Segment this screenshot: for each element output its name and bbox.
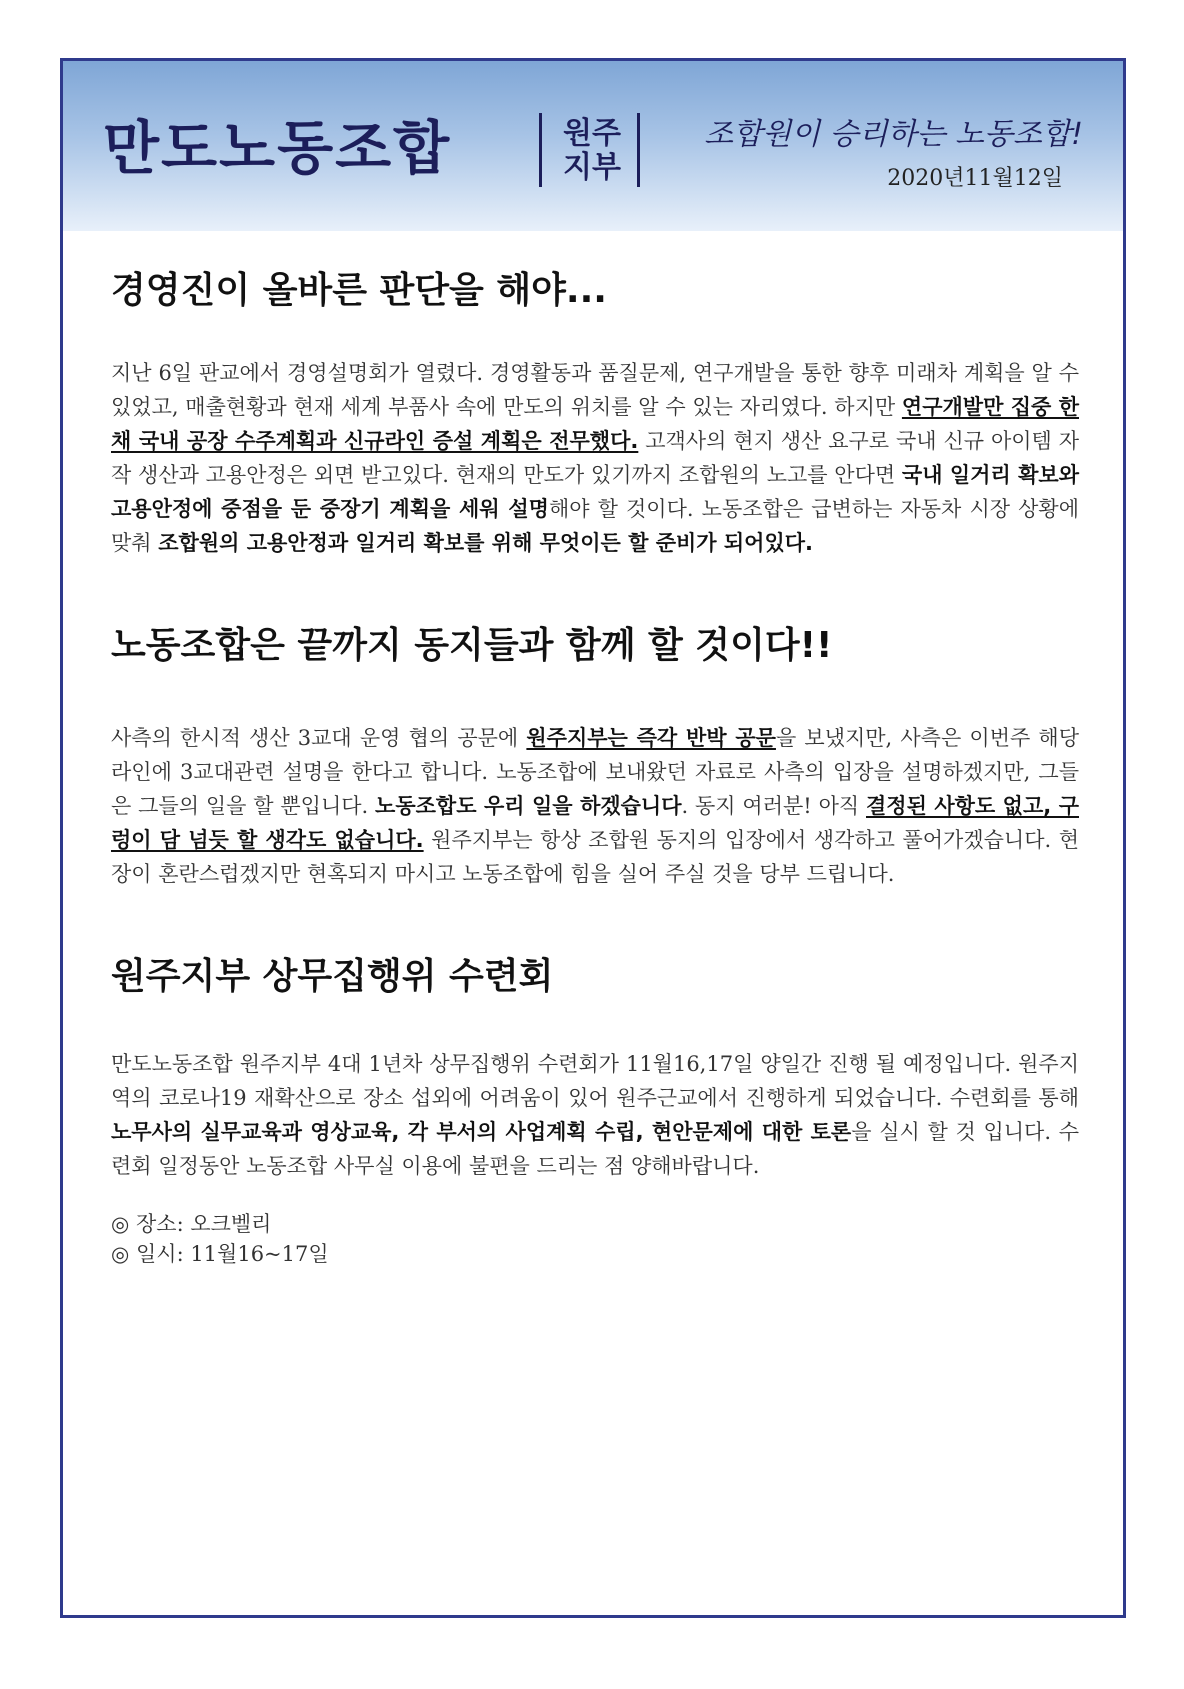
s1-bold-3: 조합원의 고용안정과 일거리 확보를 위해 무엇이든 할 준비가 되어있다. bbox=[158, 531, 814, 556]
event-date: ◎ 일시: 11월16~17일 bbox=[111, 1241, 329, 1266]
s1-text-2: 고객사의 현지 생산 요구로 국내 신규 아이템 자작 생산과 고용안정은 외면 받고있다. 현재의 만도가 있기까지 조합원의 노고를 안다면 bbox=[111, 429, 1079, 488]
section3-title: 원주지부 상무집행위 수련회 bbox=[111, 956, 554, 998]
s2-text-1: 사측의 한시적 생산 3교대 운영 협의 공문에 bbox=[111, 726, 527, 751]
slogan: 조합원이 승리하는 노동조합! bbox=[704, 117, 1083, 152]
section3-body bbox=[111, 1047, 1079, 1183]
issue-date: 2020년11월12일 bbox=[887, 166, 1063, 191]
branch-line1: 원주 bbox=[563, 116, 621, 151]
section1-title: 경영진이 올바른 판단을 해야... bbox=[111, 270, 607, 311]
newsletter-frame bbox=[60, 58, 1126, 1618]
s2-text-3: . 동지 여러분! 아직 bbox=[681, 794, 866, 819]
branch-line2: 지부 bbox=[563, 150, 621, 185]
section2-body bbox=[111, 721, 1079, 891]
s1-text-3: 해야 할 것이다. 노동조합은 급변하는 자동차 시장 상황에 맞춰 bbox=[111, 497, 1079, 556]
s1-bold-1: 연구개발만 집중 한 채 국내 공장 수주계획과 신규라인 증설 계획은 전무했다. bbox=[111, 395, 1079, 454]
header-banner bbox=[63, 61, 1123, 231]
s2-bold-1: 원주지부는 즉각 반박 공문 bbox=[526, 726, 776, 751]
union-logo: 만도노동조합 bbox=[103, 114, 452, 182]
section2-title: 노동조합은 끝까지 동지들과 함께 할 것이다!! bbox=[111, 625, 833, 667]
branch-divider-right bbox=[637, 113, 640, 187]
s3-text-2: 을 실시 할 것 입니다. 수련회 일정동안 노동조합 사무실 이용에 불편을 드리는 점 양해바랍니다. bbox=[111, 1119, 1079, 1178]
event-place: ◎ 장소: 오크벨리 bbox=[111, 1211, 272, 1236]
s1-text-1: 지난 6일 판교에서 경영설명회가 열렸다. 경영활동과 품질문제, 연구개발을 통한 향후 미래차 계획을 알 수 있었고, 매출현황과 현재 세계 부품사 속에 만도의 위치를 알 수 있는 자리였다. 하지만 bbox=[111, 361, 1079, 420]
s3-text-1: 만도노동조합 원주지부 4대 1년차 상무집행위 수련회가 11월16,17일 양일간 진행 될 예정입니다. 원주지역의 코로나19 재확산으로 장소 섭외에 어려움이 있어 원주근교에서 진행하게 되었습니다. 수련회를 통해 bbox=[111, 1051, 1079, 1110]
s2-bold-2: 노동조합도 우리 일을 하겠습니다 bbox=[375, 794, 682, 819]
branch-label bbox=[549, 117, 635, 185]
event-details bbox=[111, 1209, 1079, 1269]
s2-text-4: 원주지부는 항상 조합원 동지의 입장에서 생각하고 풀어가겠습니다. 현장이 혼란스럽겠지만 현혹되지 마시고 노동조합에 힘을 실어 주실 것을 당부 드립니다. bbox=[111, 828, 1079, 887]
s2-bold-3: 결정된 사항도 없고, 구렁이 담 넘듯 할 생각도 없습니다. bbox=[111, 794, 1079, 853]
content bbox=[111, 231, 1079, 1269]
s3-bold-1: 노무사의 실무교육과 영상교육, 각 부서의 사업계획 수립, 현안문제에 대한 토론 bbox=[111, 1119, 852, 1144]
s2-text-2: 을 보냈지만, 사측은 이번주 해당 라인에 3교대관련 설명을 한다고 합니다. 노동조합에 보내왔던 자료로 사측의 입장을 설명하겠지만, 그들은 그들의 일을 할 뿐입니다. bbox=[111, 726, 1080, 819]
section1-body bbox=[111, 356, 1079, 560]
s1-bold-2: 국내 일거리 확보와 고용안정에 중점을 둔 중장기 계획을 세워 설명 bbox=[111, 463, 1079, 522]
branch-divider-left bbox=[539, 113, 542, 187]
